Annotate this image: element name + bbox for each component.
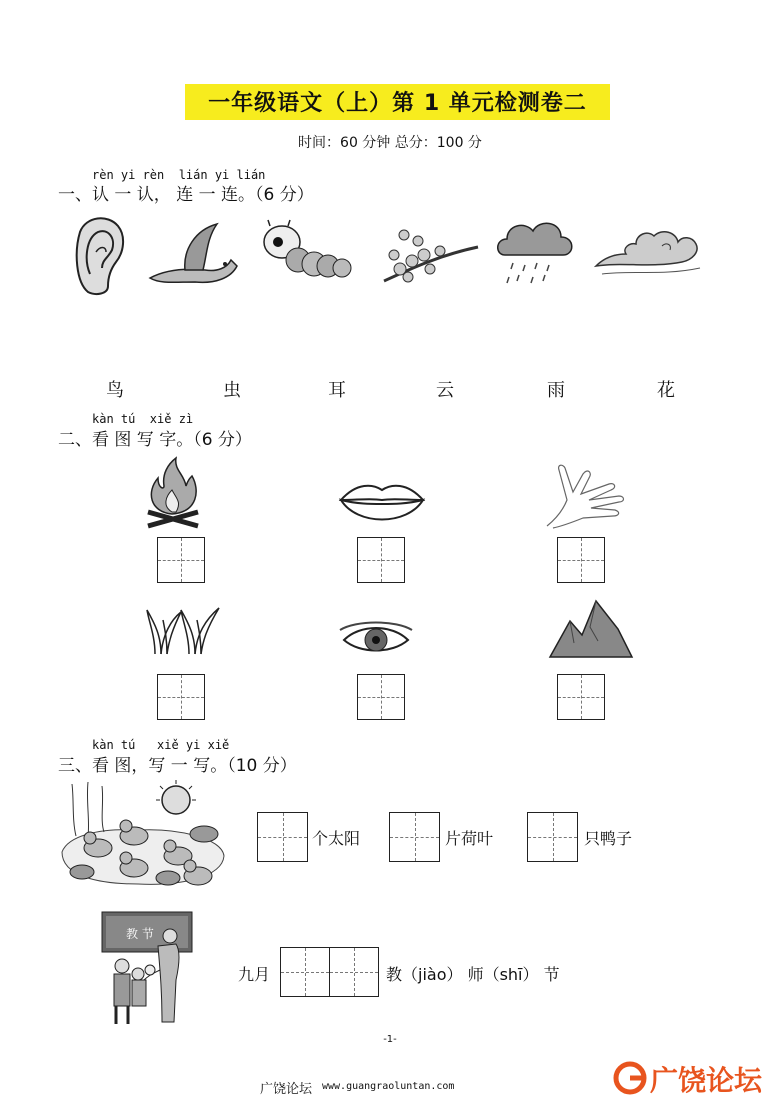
sun-count-text: 个太阳 [312, 829, 361, 848]
page-subtitle: 时间：60 分钟 总分：100 分 [298, 135, 482, 151]
flower-branch-picture [380, 225, 480, 287]
section3-heading: 三、看 图，写 一 写。（10 分） [58, 756, 297, 776]
leaf-count-text: 片荷叶 [445, 829, 494, 848]
grass-picture [145, 600, 223, 656]
rain-cloud-picture [495, 215, 575, 290]
worm-picture [258, 218, 353, 283]
answer-grid-duck-count[interactable] [527, 812, 578, 862]
section2-pinyin: kàn tú xiě zì [92, 412, 194, 426]
answer-grid-mouth[interactable] [357, 537, 405, 583]
char-label-bird: 鸟 [106, 380, 124, 401]
answer-grid-leaf-count[interactable] [389, 812, 440, 862]
answer-grid-mountain[interactable] [557, 674, 605, 720]
section2-heading: 二、看 图 写 字。（6 分） [58, 430, 252, 450]
teachers-day-suffix: 教（jiào） 师（shī） 节 [386, 965, 560, 984]
char-label-worm: 虫 [223, 380, 241, 401]
logo-text: 广饶论坛 [650, 1064, 763, 1097]
mountain-picture [548, 597, 634, 659]
footer-site-name: 广饶论坛 [260, 1082, 313, 1097]
char-label-ear: 耳 [328, 380, 346, 401]
mouth-picture [337, 478, 427, 528]
char-label-flower: 花 [657, 380, 675, 401]
section1-heading: 一、认 一 认， 连 一 连。（6 分） [58, 185, 314, 205]
blackboard-text: 教 节 [126, 927, 154, 941]
answer-grid-eye[interactable] [357, 674, 405, 720]
answer-grid-day-1[interactable] [280, 947, 330, 997]
answer-grid-fire[interactable] [157, 537, 205, 583]
answer-grid-sun-count[interactable] [257, 812, 308, 862]
answer-grid-day-2[interactable] [329, 947, 379, 997]
eye-picture [336, 620, 416, 660]
section1-pinyin: rèn yi rèn lián yi lián [92, 168, 266, 182]
fire-picture [142, 456, 204, 530]
teachers-day-prefix: 九月 [238, 965, 271, 984]
char-label-rain: 雨 [547, 380, 565, 401]
site-logo [612, 1052, 772, 1104]
answer-grid-grass[interactable] [157, 674, 205, 720]
page-number: -1- [383, 1034, 397, 1045]
ear-picture [68, 212, 128, 297]
pond-scene-picture [58, 780, 228, 890]
duck-count-text: 只鸭子 [584, 829, 633, 848]
char-label-cloud: 云 [436, 380, 454, 401]
cloud-picture [592, 222, 707, 282]
page-title: 一年级语文（上）第 1 单元检测卷二 [208, 91, 587, 116]
hand-picture [543, 460, 633, 530]
section3-pinyin: kàn tú xiě yi xiě [92, 738, 230, 752]
answer-grid-hand[interactable] [557, 537, 605, 583]
bird-picture [145, 220, 240, 290]
footer-url[interactable]: www.guangraoluntan.com [322, 1081, 455, 1092]
teachers-day-picture [100, 910, 195, 1028]
